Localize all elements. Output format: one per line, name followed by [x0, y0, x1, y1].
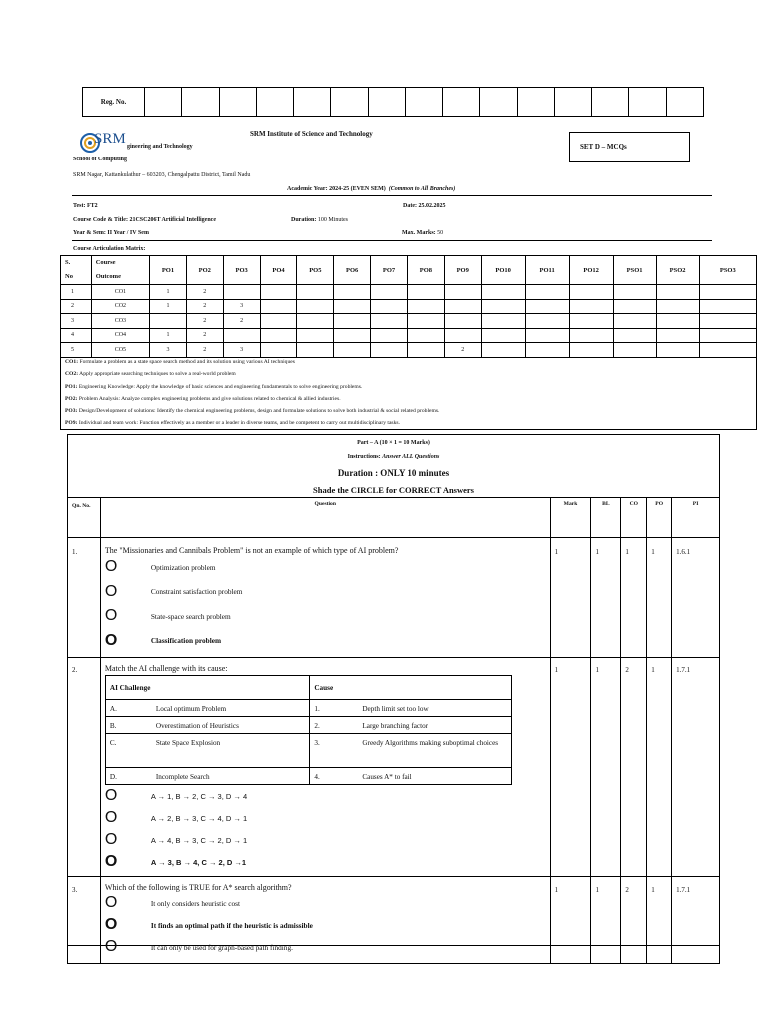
header-cell: PO2	[186, 256, 223, 285]
header-cell: PO11	[525, 256, 569, 285]
match-value: Local optimum Problem	[155, 705, 227, 713]
option-text: A → 2, B → 3, C → 4, D → 1	[150, 813, 248, 823]
articulation-cell	[525, 328, 569, 343]
articulation-cell: 2	[444, 343, 481, 358]
articulation-cell: 3	[223, 299, 260, 314]
header-question: Question	[100, 498, 550, 538]
header-mark: Mark	[550, 498, 591, 538]
part-a-duration: Duration : ONLY 10 minutes	[337, 468, 450, 478]
articulation-cell	[334, 285, 371, 300]
articulation-cell: CO4	[91, 328, 149, 343]
header-cell: PO10	[481, 256, 525, 285]
reg-no-label: Reg. No.	[83, 88, 145, 116]
question-row	[68, 538, 720, 658]
header-cell: PO1	[150, 256, 187, 285]
header-bl: BL	[591, 498, 621, 538]
answer-circle-icon[interactable]: O	[104, 809, 118, 826]
reg-no-cell	[592, 88, 629, 116]
part-a-instructions	[67, 454, 720, 460]
match-row	[105, 768, 511, 785]
answer-circle-icon[interactable]: O	[104, 894, 118, 911]
articulation-cell	[297, 328, 334, 343]
articulation-header-row	[61, 256, 757, 285]
question-co: 1	[621, 538, 647, 658]
reg-no-cell	[629, 88, 666, 116]
match-value: Overestimation of Heuristics	[155, 722, 239, 730]
question-bl: 1	[591, 538, 621, 658]
reg-no-cell	[480, 88, 517, 116]
duration-value: 100 Minutes	[317, 217, 349, 223]
date-value: 25.02.2025	[418, 203, 446, 209]
reg-no-cell	[369, 88, 406, 116]
articulation-cell	[569, 285, 613, 300]
answer-circle-icon[interactable]: O	[104, 831, 118, 848]
articulation-cell: 2	[186, 314, 223, 329]
articulation-row	[61, 285, 757, 300]
articulation-cell	[334, 314, 371, 329]
match-key: B.	[109, 722, 117, 730]
question-cell	[100, 877, 550, 964]
articulation-cell: 1	[150, 285, 187, 300]
question-pi: 1.7.1	[672, 658, 720, 877]
header-cell: PO3	[223, 256, 260, 285]
academic-year-text: Academic Year: 2024-25 (EVEN SEM)	[287, 186, 386, 192]
match-header: AI Challenge	[105, 676, 309, 700]
question-bl: 1	[591, 877, 621, 964]
match-row	[105, 717, 511, 734]
common-note: (Common to All Branches)	[388, 186, 456, 192]
academic-year	[287, 186, 455, 192]
match-row	[105, 700, 511, 717]
option-text: A → 1, B → 2, C → 3, D → 4	[150, 791, 248, 801]
course-title	[73, 217, 216, 223]
divider	[72, 195, 712, 196]
answer-circle-icon[interactable]: O	[104, 938, 118, 955]
articulation-cell	[371, 285, 408, 300]
header-po: PO	[647, 498, 672, 538]
max-marks	[402, 230, 443, 236]
question-mark: 1	[550, 658, 591, 877]
duration	[291, 217, 348, 223]
option-text: It finds an optimal path if the heuristic is admissible	[150, 920, 313, 930]
articulation-cell	[569, 314, 613, 329]
articulation-cell	[699, 328, 756, 343]
header-qno: Qn. No.	[68, 498, 101, 538]
reg-no-cell	[555, 88, 592, 116]
articulation-cell	[260, 314, 297, 329]
articulation-cell	[525, 285, 569, 300]
articulation-cell	[569, 299, 613, 314]
articulation-cell: 2	[186, 328, 223, 343]
faculty-name: gineering and Technology	[127, 144, 193, 150]
articulation-cell: CO5	[91, 343, 149, 358]
questions-table	[67, 497, 720, 964]
header-cell: PO6	[334, 256, 371, 285]
articulation-cell	[656, 328, 699, 343]
header-co: CO	[621, 498, 647, 538]
articulation-cell	[407, 285, 444, 300]
reg-no-cell	[182, 88, 219, 116]
articulation-cell: 3	[150, 343, 187, 358]
articulation-row	[61, 314, 757, 329]
note-line: CO1: Formulate a problem as a state space search method and its solution using various AI techniques	[65, 359, 295, 365]
articulation-cell	[371, 299, 408, 314]
option[interactable]	[105, 604, 546, 629]
question-co: 2	[621, 658, 647, 877]
header-sno: S. No	[61, 256, 92, 285]
question-po: 1	[647, 658, 672, 877]
match-key: 2.	[314, 722, 320, 730]
duration-label: Duration:	[291, 217, 317, 223]
answer-circle-icon[interactable]: O	[104, 582, 118, 600]
note-line: PO1: Engineering Knowledge: Apply the knowledge of basic sciences and engineering fundamentals to solve engineering problems.	[65, 383, 363, 390]
reg-no-cell	[406, 88, 443, 116]
match-key: D.	[109, 773, 117, 781]
option-correct[interactable]	[105, 914, 546, 936]
instructions-text: Answer ALL Questions	[382, 454, 440, 460]
header-cell: PO8	[407, 256, 444, 285]
articulation-cell: 2	[61, 299, 92, 314]
articulation-cell	[699, 285, 756, 300]
match-cell	[310, 734, 512, 768]
option-text: State-space search problem	[150, 611, 231, 621]
reg-no-cell	[443, 88, 480, 116]
articulation-cell: CO3	[91, 314, 149, 329]
articulation-cell	[569, 328, 613, 343]
question-text: Which of the following is TRUE for A* search algorithm?	[104, 883, 292, 892]
articulation-cell	[407, 314, 444, 329]
option-text: It can only be used for graph-based path finding.	[150, 942, 293, 952]
question-cell	[100, 658, 550, 877]
articulation-cell: 4	[61, 328, 92, 343]
match-cell	[310, 768, 512, 785]
question-pi: 1.7.1	[672, 877, 720, 964]
articulation-cell: 2	[223, 314, 260, 329]
question-text: Match the AI challenge with its cause:	[104, 664, 228, 673]
articulation-cell	[481, 328, 525, 343]
srm-logo	[80, 132, 130, 154]
articulation-cell: 1	[150, 299, 187, 314]
articulation-cell	[444, 285, 481, 300]
option-text: Optimization problem	[150, 562, 216, 572]
question-pi: 1.6.1	[672, 538, 720, 658]
question-mark: 1	[550, 538, 591, 658]
articulation-cell	[260, 328, 297, 343]
question-bl: 1	[591, 658, 621, 877]
articulation-cell: 1	[61, 285, 92, 300]
option[interactable]	[105, 555, 546, 580]
question-number: 2.	[68, 658, 101, 877]
articulation-body	[61, 285, 757, 358]
header-course-outcome: Course Outcome	[91, 256, 149, 285]
option-text: Classification problem	[150, 636, 222, 646]
articulation-cell	[656, 314, 699, 329]
articulation-cell	[407, 299, 444, 314]
option[interactable]	[105, 807, 546, 829]
note-line: PO3: Design/Development of solutions: Identify the chemical engineering problems, design and formulate solutions to solve both industrial & social related problems.	[65, 408, 440, 415]
date-label: Date:	[403, 203, 417, 209]
answer-circle-icon[interactable]: O	[104, 787, 118, 804]
match-value: Large branching factor	[362, 722, 429, 730]
articulation-cell: 2	[186, 285, 223, 300]
articulation-title: Course Articulation Matrix:	[73, 246, 146, 252]
question-row	[68, 658, 720, 877]
articulation-row	[61, 328, 757, 343]
header-cell: PO9	[444, 256, 481, 285]
articulation-cell	[525, 299, 569, 314]
match-key: 1.	[314, 705, 320, 713]
articulation-cell: CO2	[91, 299, 149, 314]
question-row	[68, 877, 720, 964]
question-cell	[100, 538, 550, 658]
articulation-cell	[699, 314, 756, 329]
articulation-cell: 1	[150, 328, 187, 343]
articulation-cell	[613, 328, 656, 343]
option-text: A → 4, B → 3, C → 2, D → 1	[150, 835, 248, 845]
option[interactable]	[105, 580, 546, 605]
articulation-cell: 3	[61, 314, 92, 329]
part-a-title: Part – A (10 × 1 = 10 Marks)	[357, 440, 430, 446]
school-name	[73, 157, 127, 163]
question-co: 2	[621, 877, 647, 964]
reg-no-box	[82, 87, 704, 117]
articulation-cell	[297, 299, 334, 314]
articulation-cell	[481, 285, 525, 300]
articulation-cell	[525, 314, 569, 329]
reg-no-cell	[331, 88, 368, 116]
exam-date	[403, 203, 446, 209]
articulation-cell	[444, 299, 481, 314]
articulation-cell: 2	[186, 343, 223, 358]
reg-no-cell	[220, 88, 257, 116]
match-key: 4.	[314, 773, 320, 781]
articulation-cell	[334, 328, 371, 343]
articulation-cell: 3	[223, 343, 260, 358]
address: SRM Nagar, Kattankulathur – 603203, Chengalpattu District, Tamil Nadu	[73, 172, 251, 178]
reg-no-cell	[145, 88, 182, 116]
questions-header-row	[68, 498, 720, 538]
question-mark: 1	[550, 877, 591, 964]
match-body	[105, 700, 511, 785]
answer-circle-icon[interactable]: O	[104, 558, 118, 576]
articulation-cell	[371, 314, 408, 329]
course-value: 21CSC206T Artificial Intelligence	[129, 217, 217, 223]
header-cell: PO7	[371, 256, 408, 285]
articulation-cell	[656, 285, 699, 300]
articulation-cell	[444, 314, 481, 329]
reg-no-cell	[257, 88, 294, 116]
match-key: 3.	[314, 739, 320, 747]
option-correct[interactable]	[105, 629, 546, 654]
note-line: CO2: Apply appropriate searching techniques to solve a real-world problem	[65, 371, 236, 378]
articulation-cell	[613, 285, 656, 300]
articulation-table	[60, 255, 757, 358]
option[interactable]	[105, 829, 546, 851]
question-po: 1	[647, 538, 672, 658]
articulation-cell	[150, 314, 187, 329]
articulation-cell: 5	[61, 343, 92, 358]
question-number: 1.	[68, 538, 101, 658]
reg-no-cell	[667, 88, 703, 116]
reg-no-cell	[294, 88, 331, 116]
header-cell: PSO3	[699, 256, 756, 285]
match-table	[105, 675, 512, 785]
articulation-cell	[223, 328, 260, 343]
match-value: Causes A* to fail	[362, 773, 412, 781]
match-header: Cause	[310, 676, 512, 700]
match-cell	[105, 717, 309, 734]
match-value: Greedy Algorithms making suboptimal choices	[362, 739, 499, 747]
test-name: Test: FT2	[73, 203, 98, 209]
school-name-text: School of Computing	[73, 157, 128, 162]
match-header-row	[105, 676, 511, 700]
match-cell	[105, 768, 309, 785]
answer-circle-icon[interactable]: O	[104, 607, 118, 625]
match-cell	[310, 700, 512, 717]
year-sem: Year & Sem: II Year / IV Sem	[73, 230, 149, 236]
option[interactable]	[105, 892, 546, 914]
articulation-cell	[656, 299, 699, 314]
articulation-row	[61, 299, 757, 314]
articulation-cell	[481, 314, 525, 329]
header-cell: PO4	[260, 256, 297, 285]
match-value: Incomplete Search	[155, 773, 210, 781]
question-text: The "Missionaries and Cannibals Problem" is not an example of which type of AI problem?	[104, 546, 399, 555]
articulation-cell	[297, 314, 334, 329]
articulation-cell	[481, 299, 525, 314]
notes-box	[60, 354, 757, 430]
match-cell	[310, 717, 512, 734]
divider	[72, 240, 712, 241]
match-row	[105, 734, 511, 768]
reg-no-cell	[518, 88, 555, 116]
course-label: Course Code & Title:	[73, 217, 128, 223]
note-line: PO9: Individual and team work: Function effectively as a member or a leader in diverse teams, and be competent to carry out multidisciplinary tasks.	[65, 420, 400, 427]
header-pi: PI	[672, 498, 720, 538]
articulation-cell	[297, 285, 334, 300]
question-number: 3.	[68, 877, 101, 964]
match-cell	[105, 700, 309, 717]
articulation-cell: CO1	[91, 285, 149, 300]
set-label: SET D – MCQs	[569, 132, 690, 162]
articulation-cell	[613, 314, 656, 329]
answer-circle-icon[interactable]: O	[104, 853, 118, 870]
marks-value: 50	[437, 230, 444, 236]
instructions-label: Instructions:	[347, 454, 381, 460]
articulation-cell: 2	[186, 299, 223, 314]
match-key: C.	[109, 739, 117, 747]
note-line: PO2: Problem Analysis: Analyze complex engineering problems and give solutions related to chemical & allied industries.	[65, 395, 341, 402]
srm-logo-text: SRM	[94, 131, 126, 147]
articulation-cell	[334, 299, 371, 314]
option-correct[interactable]	[105, 851, 546, 873]
header-cell: PSO1	[613, 256, 656, 285]
option[interactable]	[105, 936, 546, 958]
articulation-cell	[444, 328, 481, 343]
articulation-cell	[699, 299, 756, 314]
articulation-cell	[260, 285, 297, 300]
option-text: It only considers heuristic cost	[150, 898, 241, 908]
articulation-cell	[260, 299, 297, 314]
marks-label: Max. Marks:	[402, 230, 436, 236]
answer-circle-icon[interactable]: O	[104, 916, 118, 933]
articulation-cell	[407, 328, 444, 343]
option-text: A → 3, B → 4, C → 2, D →1	[150, 857, 247, 867]
articulation-cell	[613, 299, 656, 314]
option[interactable]	[105, 785, 546, 807]
header-cell: PO5	[297, 256, 334, 285]
option-text: Constraint satisfaction problem	[150, 587, 243, 597]
match-value: Depth limit set too low	[362, 705, 429, 713]
match-cell	[105, 734, 309, 768]
institute-name: SRM Institute of Science and Technology	[250, 130, 373, 138]
articulation-cell	[371, 328, 408, 343]
articulation-cell	[223, 285, 260, 300]
header-cell: PSO2	[656, 256, 699, 285]
header-cell: PO12	[569, 256, 613, 285]
part-a-shade-note: Shade the CIRCLE for CORRECT Answers	[313, 485, 474, 495]
match-key: A.	[109, 705, 117, 713]
match-value: State Space Explosion	[155, 739, 221, 747]
answer-circle-icon[interactable]: O	[104, 631, 118, 649]
question-po: 1	[647, 877, 672, 964]
